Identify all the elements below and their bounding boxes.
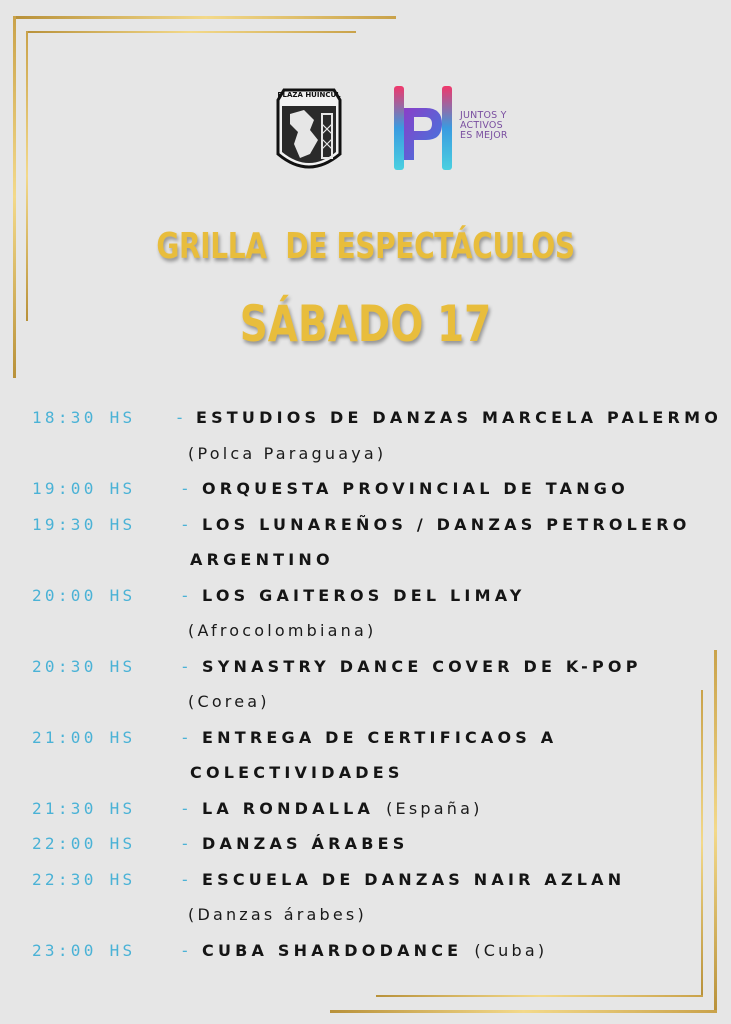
page-title: GRILLA DE ESPECTÁCULOS [156,226,575,267]
separator-dash: - [180,727,190,747]
schedule-row [32,933,722,969]
separator-dash: - [180,585,190,605]
separator-dash: - [180,869,190,889]
campaign-tagline [460,111,540,141]
act-style: (Corea) [188,692,270,712]
juntos-activos-h-logo [390,84,460,172]
time-label: 23:00 HS [32,940,136,960]
frame-top-line-inner [26,31,356,33]
tagline-line-3: ES MEJOR [460,130,508,141]
schedule-row [32,720,722,756]
act-name: DANZAS ÁRABES [202,834,409,854]
time-label: 18:30 HS [32,408,136,428]
tagline-line-2: ACTIVOS [460,120,503,131]
act-name: ORQUESTA PROVINCIAL DE TANGO [202,479,629,499]
act-style: (España) [386,798,483,818]
separator-dash: - [180,834,190,854]
schedule-row-sub [32,436,722,472]
act-name-continued: COLECTIVIDADES [190,763,404,783]
act-name: ENTREGA DE CERTIFICAOS A [202,727,558,747]
schedule-row-sub [32,897,722,933]
schedule-row [32,578,722,614]
act-style: (Polca Paraguaya) [188,443,387,463]
schedule-row-cont [32,755,722,791]
schedule-row [32,400,722,436]
act-name: LOS GAITEROS DEL LIMAY [202,585,526,605]
frame-left-line-inner [26,31,28,321]
schedule-row [32,826,722,862]
act-name-continued: ARGENTINO [190,550,334,570]
act-name: LA RONDALLA [202,798,375,818]
separator-dash: - [174,408,185,428]
schedule-row [32,649,722,685]
plaza-huincul-logo [274,84,344,178]
separator-dash: - [180,798,190,818]
frame-left-line-outer [13,16,16,378]
schedule-row-sub [32,613,722,649]
frame-bottom-line-outer [330,1010,717,1013]
frame-top-line-outer [16,16,396,19]
act-style: (Afrocolombiana) [188,621,377,641]
separator-dash: - [180,514,190,534]
act-name: SYNASTRY DANCE COVER DE K-POP [202,656,642,676]
act-name: CUBA SHARDODANCE [202,940,463,960]
time-label: 21:00 HS [32,727,136,747]
act-name: ESCUELA DE DANZAS NAIR AZLAN [202,869,626,889]
act-name: ESTUDIOS DE DANZAS MARCELA PALERMO [195,408,722,428]
time-label: 20:30 HS [32,656,136,676]
schedule-row [32,862,722,898]
schedule-row [32,507,722,543]
separator-dash: - [180,479,190,499]
time-label: 20:00 HS [32,585,136,605]
time-label: 22:00 HS [32,834,136,854]
separator-dash: - [180,656,190,676]
schedule-row [32,791,722,827]
plaza-huincul-logo-text: PLAZA HUINCUL [277,91,341,99]
schedule-row-cont [32,542,722,578]
time-label: 22:30 HS [32,869,136,889]
schedule-list [32,400,722,968]
act-style: (Danzas árabes) [188,905,367,925]
act-name: LOS LUNAREÑOS / DANZAS PETROLERO [202,514,691,534]
tagline-line-1: JUNTOS Y [460,110,507,121]
time-label: 21:30 HS [32,798,136,818]
schedule-row [32,471,722,507]
time-label: 19:30 HS [32,514,136,534]
frame-bottom-line-inner [376,995,703,997]
date-subtitle: SÁBADO 17 [239,295,492,353]
schedule-row-sub [32,684,722,720]
separator-dash: - [180,940,190,960]
time-label: 19:00 HS [32,479,136,499]
logos-header [270,80,530,180]
act-style: (Cuba) [474,940,548,960]
